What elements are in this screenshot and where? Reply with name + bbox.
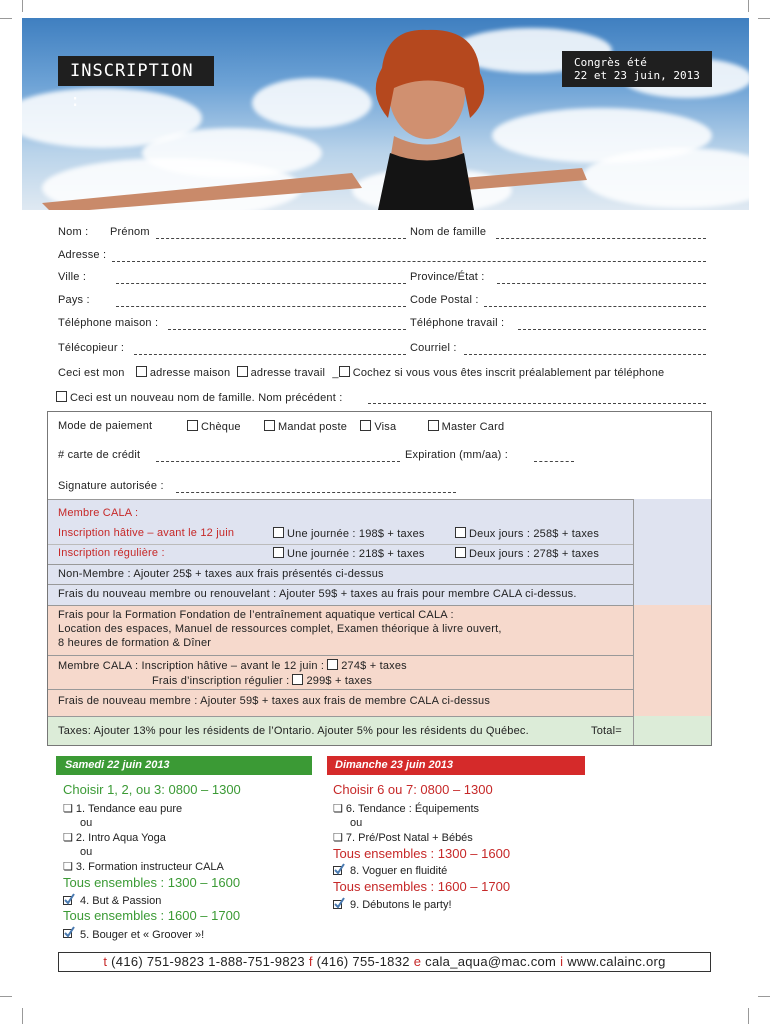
carte-field[interactable] <box>156 461 400 462</box>
formation-nouveau-text: Frais de nouveau membre : Ajouter 59$ + taxes aux frais de membre CALA ci-dessus <box>58 695 491 707</box>
hative-2-label: Deux jours : 258$ + taxes <box>469 528 600 540</box>
adresse-maison-checkbox[interactable] <box>136 366 147 377</box>
mastercard-label: Master Card <box>441 421 505 433</box>
code-postal-field[interactable] <box>484 306 706 307</box>
sunday-ou: ou <box>350 817 363 829</box>
checkbox-icon: ❏ <box>333 803 346 815</box>
crop-mark <box>22 1008 23 1024</box>
tollfree[interactable]: 1-888-751-9823 <box>208 954 305 969</box>
pays-label: Pays : <box>58 294 90 306</box>
telecopieur-field[interactable] <box>134 354 406 355</box>
saturday-opt2[interactable]: ❏ 2. Intro Aqua Yoga <box>63 832 166 844</box>
reguliere-1-option <box>270 547 425 560</box>
tel-travail-label: Téléphone travail : <box>410 317 505 329</box>
nouveau-membre-text: Frais du nouveau membre ou renouvelant : Ajouter 59$ + taxes au frais pour membre CALA ci-dessus. <box>58 588 577 600</box>
membre-row-divider <box>48 544 711 545</box>
checkbox-icon: ❏ <box>333 832 346 844</box>
hative-label: Inscription hâtive – avant le 12 juin <box>58 527 235 539</box>
mandat-label: Mandat poste <box>278 421 348 433</box>
adresse-travail-checkbox[interactable] <box>237 366 248 377</box>
sunday-choose: Choisir 6 ou 7: 0800 – 1300 <box>333 782 493 797</box>
nom-precedent-field[interactable] <box>368 403 706 404</box>
cheque-label: Chèque <box>201 421 241 433</box>
address-type-row: Ceci est mon adresse maison adresse travail _ Cochez si vous vous êtes inscrit préalablement par téléphone <box>58 367 665 379</box>
reguliere-1-label: Une journée : 218$ + taxes <box>287 548 425 560</box>
telecopieur-label: Télécopieur : <box>58 342 125 354</box>
province-label: Province/État : <box>410 271 485 283</box>
web-key: i <box>560 954 564 969</box>
courriel-field[interactable] <box>464 354 706 355</box>
nom-label: Nom : <box>58 226 89 238</box>
adresse-travail-label: adresse travail <box>250 367 326 379</box>
reguliere-2-label: Deux jours : 278$ + taxes <box>469 548 600 560</box>
event-dates: 22 et 23 juin, 2013 <box>574 69 700 82</box>
phone[interactable]: (416) 751-9823 <box>111 954 205 969</box>
total-amount-cell[interactable] <box>633 716 711 745</box>
carte-label: # carte de crédit <box>58 449 141 461</box>
formation-reg-option <box>152 674 372 687</box>
formation-membre-option <box>58 659 407 672</box>
ville-field[interactable] <box>116 283 406 284</box>
adresse-field[interactable] <box>112 261 706 262</box>
mastercard-checkbox[interactable] <box>428 420 439 431</box>
signature-label: Signature autorisée : <box>58 480 164 492</box>
tel-travail-field[interactable] <box>518 329 706 330</box>
crop-mark <box>0 996 12 997</box>
sunday-header: Dimanche 23 juin 2013 <box>327 756 585 775</box>
nouveau-nom-label: Ceci est un nouveau nom de famille. Nom précédent : <box>70 392 343 404</box>
prenom-label: Prénom <box>110 226 150 238</box>
website-link[interactable]: www.calainc.org <box>567 954 666 969</box>
courriel-label: Courriel : <box>410 342 457 354</box>
membre-cala-label: Membre CALA : <box>58 507 139 519</box>
deja-inscrit-checkbox[interactable] <box>339 366 350 377</box>
payment-options <box>184 420 504 433</box>
adresse-label: Adresse : <box>58 249 107 261</box>
sunday-opt9[interactable]: 9. Débutons le party! <box>350 899 452 911</box>
amount-column-membre <box>633 499 711 605</box>
checked-icon <box>333 863 345 875</box>
saturday-tous1: Tous ensembles : 1300 – 1600 <box>63 875 241 890</box>
crop-mark <box>758 996 770 997</box>
reguliere-1-checkbox[interactable] <box>273 547 284 558</box>
crop-mark <box>22 0 23 12</box>
saturday-opt3[interactable]: ❏ 3. Formation instructeur CALA <box>63 861 224 873</box>
phone-key: t <box>103 954 108 969</box>
hative-1-checkbox[interactable] <box>273 527 284 538</box>
cheque-checkbox[interactable] <box>187 420 198 431</box>
formation-line1: Frais pour la Formation Fondation de l’entraînement aquatique vertical CALA : <box>58 609 454 621</box>
tel-maison-label: Téléphone maison : <box>58 317 159 329</box>
checked-icon <box>63 893 75 905</box>
saturday-opt1[interactable]: ❏ 1. Tendance eau pure <box>63 803 183 815</box>
formation-membre-price: 274$ + taxes <box>341 660 407 672</box>
crop-mark <box>0 18 12 19</box>
nouveau-nom-row <box>56 391 343 404</box>
amount-column-formation <box>633 605 711 716</box>
formation-reg-checkbox[interactable] <box>292 674 303 685</box>
hative-1-label: Une journée : 198$ + taxes <box>287 528 425 540</box>
email-link[interactable]: cala_aqua@mac.com <box>425 954 557 969</box>
ceci-est-mon-label: Ceci est mon <box>58 367 125 379</box>
hative-2-checkbox[interactable] <box>455 527 466 538</box>
adresse-maison-label: adresse maison <box>149 367 231 379</box>
reguliere-2-option <box>452 547 599 560</box>
event-date-badge <box>562 51 712 87</box>
checked-icon <box>63 926 75 938</box>
checked-icon <box>333 897 345 909</box>
saturday-choose: Choisir 1, 2, ou 3: 0800 – 1300 <box>63 782 241 797</box>
sunday-tous2: Tous ensembles : 1600 – 1700 <box>333 879 511 894</box>
saturday-opt5[interactable]: 5. Bouger et « Groover »! <box>80 929 205 941</box>
formation-line2: Location des espaces, Manuel de ressources complet, Examen théorique à livre ouvert, <box>58 623 502 635</box>
nouveau-nom-checkbox[interactable] <box>56 391 67 402</box>
code-postal-label: Code Postal : <box>410 294 479 306</box>
deja-inscrit-label: Cochez si vous vous êtes inscrit préalablement par téléphone <box>352 367 665 379</box>
hative-2-option <box>452 527 599 540</box>
payment-table <box>47 411 712 746</box>
visa-checkbox[interactable] <box>360 420 371 431</box>
total-label: Total= <box>591 725 622 737</box>
nom-famille-field[interactable] <box>496 238 706 239</box>
saturday-opt4[interactable]: 4. But & Passion <box>80 895 162 907</box>
expiration-label: Expiration (mm/aa) : <box>405 449 509 461</box>
contact-footer <box>58 952 711 972</box>
hative-1-option <box>270 527 425 540</box>
reguliere-2-checkbox[interactable] <box>455 547 466 558</box>
tel-maison-field[interactable] <box>168 329 406 330</box>
expiration-field[interactable] <box>534 461 574 462</box>
sunday-opt8[interactable]: 8. Voguer en fluidité <box>350 865 448 877</box>
reguliere-label: Inscription régulière : <box>58 547 165 559</box>
formation-membre-label: Membre CALA : Inscription hâtive – avant le 12 juin : <box>58 660 325 672</box>
visa-label: Visa <box>374 421 397 433</box>
event-name: Congrès été <box>574 56 647 69</box>
ville-label: Ville : <box>58 271 87 283</box>
mode-paiement-label: Mode de paiement <box>58 420 153 432</box>
formation-reg-price: 299$ + taxes <box>306 675 373 687</box>
fax-key: f <box>308 954 313 969</box>
province-field[interactable] <box>497 283 706 284</box>
prenom-field[interactable] <box>156 238 406 239</box>
saturday-tous2: Tous ensembles : 1600 – 1700 <box>63 908 241 923</box>
saturday-ou-1: ou <box>80 817 93 829</box>
page-title: INSCRIPTION : <box>58 56 214 86</box>
crop-mark <box>748 0 749 12</box>
saturday-header: Samedi 22 juin 2013 <box>56 756 312 775</box>
fax: (416) 755-1832 <box>316 954 410 969</box>
crop-mark <box>758 18 770 19</box>
sunday-opt6[interactable]: ❏ 6. Tendance : Équipements <box>333 803 480 815</box>
taxes-text: Taxes: Ajouter 13% pour les résidents de l’Ontario. Ajouter 5% pour les résidents du Québec. <box>58 725 529 737</box>
formation-line3: 8 heures de formation & Dîner <box>58 637 212 649</box>
formation-reg-label: Frais d’inscription régulier : <box>152 675 290 687</box>
formation-membre-checkbox[interactable] <box>327 659 338 670</box>
checkbox-icon: ❏ <box>63 861 76 873</box>
sunday-opt7[interactable]: ❏ 7. Pré/Post Natal + Bébés <box>333 832 473 844</box>
mandat-checkbox[interactable] <box>264 420 275 431</box>
hero-image <box>22 18 749 210</box>
saturday-ou-2: ou <box>80 846 93 858</box>
checkbox-icon: ❏ <box>63 803 76 815</box>
instructor-photo <box>22 18 749 210</box>
non-membre-text: Non-Membre : Ajouter 25$ + taxes aux frais présentés ci-dessus <box>58 568 384 580</box>
email-key: e <box>413 954 422 969</box>
pays-field[interactable] <box>116 306 406 307</box>
nom-famille-label: Nom de famille <box>410 226 487 238</box>
sunday-tous1: Tous ensembles : 1300 – 1600 <box>333 846 511 861</box>
signature-field[interactable] <box>176 492 456 493</box>
crop-mark <box>748 1008 749 1024</box>
checkbox-icon: ❏ <box>63 832 76 844</box>
